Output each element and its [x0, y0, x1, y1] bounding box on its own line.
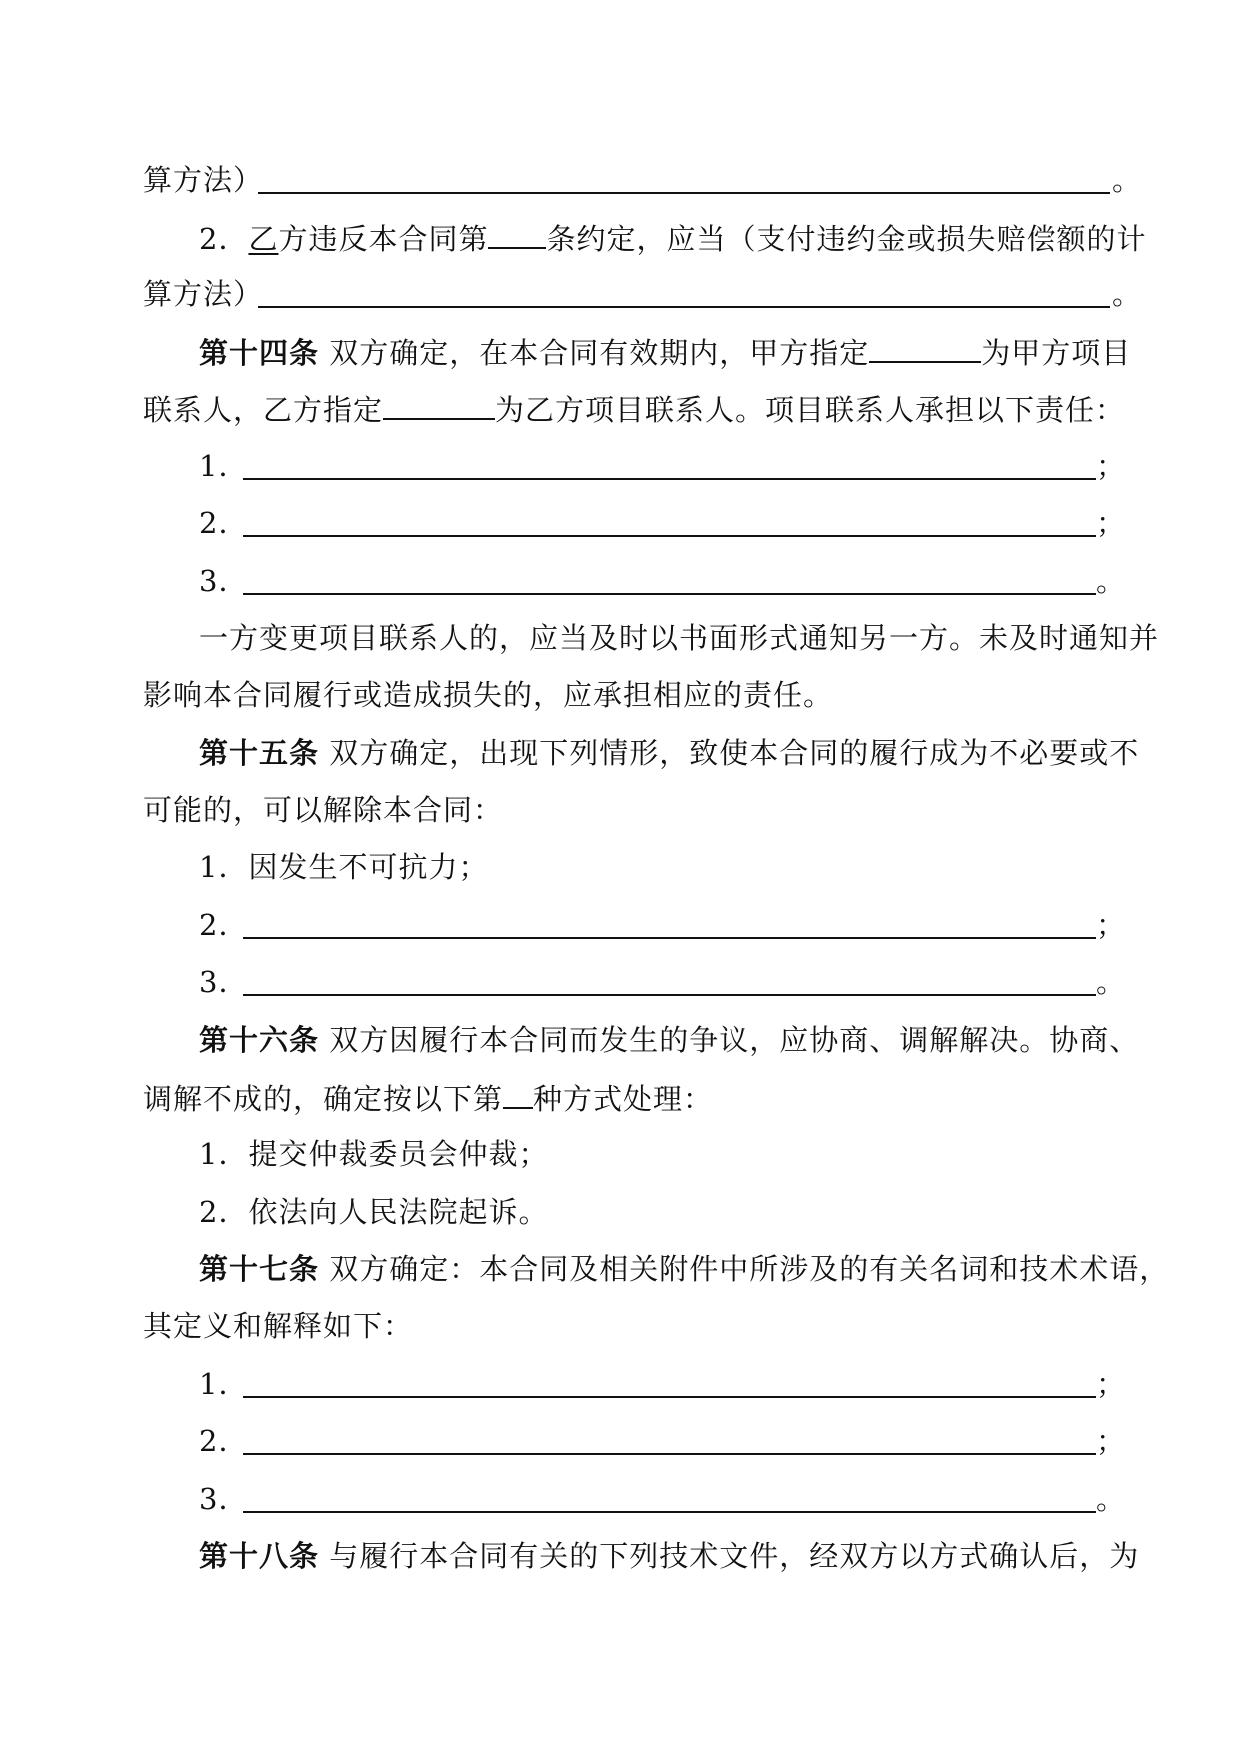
text: 种方式处理：	[533, 1082, 714, 1116]
party-b-contact-blank[interactable]	[383, 388, 495, 420]
article-15-line-1	[199, 733, 1139, 773]
article-title: 第十四条	[199, 336, 320, 370]
item-number: 2．	[199, 506, 249, 540]
item-number: 3．	[199, 1482, 249, 1516]
term-definition-1-field[interactable]	[243, 1396, 1096, 1398]
period: 。	[1096, 1482, 1126, 1516]
item-number: 1．	[199, 1367, 249, 1401]
semicolon: ；	[1096, 506, 1126, 540]
semicolon: ；	[1096, 449, 1126, 483]
text: 方违反本合同第	[278, 222, 489, 256]
list-item: 1．提交仲裁委员会仲裁；	[199, 1137, 549, 1171]
item-number: 2．	[199, 908, 249, 942]
text: 与履行本合同有关的下列技术文件，经双方以方式确认后，为	[329, 1539, 1140, 1573]
article-16-line-1	[199, 1020, 1139, 1060]
term-definition-3-field[interactable]	[243, 1511, 1096, 1513]
clause-2-line	[199, 217, 1147, 257]
text: 为乙方项目联系人。项目联系人承担以下责任：	[495, 393, 1126, 427]
responsibility-1-field[interactable]	[243, 478, 1096, 480]
para-line-calc-method-2	[143, 274, 263, 314]
article-title: 第十八条	[199, 1539, 320, 1573]
blank-field[interactable]	[258, 306, 1110, 308]
paragraph-line: 其定义和解释如下：	[143, 1309, 414, 1343]
list-item: 1．因发生不可抗力；	[199, 850, 489, 884]
period: 。	[1096, 965, 1126, 999]
termination-cause-2-field[interactable]	[243, 937, 1096, 939]
responsibility-3-field[interactable]	[243, 593, 1096, 595]
article-16-line-2	[143, 1077, 713, 1117]
text: 联系人，乙方指定	[143, 393, 384, 427]
party-b-underlined: 乙	[248, 222, 279, 256]
list-item: 2．依法向人民法院起诉。	[199, 1195, 549, 1229]
article-title: 第十七条	[199, 1252, 320, 1286]
text: 条约定，应当（支付违约金或损失赔偿额的计	[546, 222, 1147, 256]
termination-cause-3-field[interactable]	[243, 994, 1096, 996]
article-18-line-1	[199, 1536, 1139, 1576]
text: 双方确定，出现下列情形，致使本合同的履行成为不必要或不	[329, 736, 1140, 770]
period: 。	[1112, 277, 1142, 311]
article-14-line-1	[199, 331, 1131, 371]
paragraph-line: 可能的，可以解除本合同：	[143, 793, 504, 827]
paragraph-line: 一方变更项目联系人的，应当及时以书面形式通知另一方。未及时通知并	[199, 621, 1160, 655]
para-line-calc-method-1	[143, 160, 263, 200]
text: 算方法）	[143, 277, 264, 311]
method-choice-blank[interactable]	[503, 1077, 533, 1109]
item-number: 1．	[199, 449, 249, 483]
responsibility-2-field[interactable]	[243, 535, 1096, 537]
text: 算方法）	[143, 163, 264, 197]
item-number: 3．	[199, 564, 249, 598]
semicolon: ；	[1096, 1424, 1126, 1458]
text: 双方确定：本合同及相关附件中所涉及的有关名词和技术术语，	[329, 1252, 1170, 1286]
article-title: 第十五条	[199, 736, 320, 770]
semicolon: ；	[1096, 908, 1126, 942]
article-14-line-2	[143, 388, 1125, 428]
item-number: 3．	[199, 965, 249, 999]
party-a-contact-blank[interactable]	[869, 331, 981, 363]
text: 双方确定，在本合同有效期内，甲方指定	[329, 336, 870, 370]
item-number: 2．	[199, 1424, 249, 1458]
text: 双方因履行本合同而发生的争议，应协商、调解解决。协商、	[329, 1023, 1140, 1057]
article-number-blank[interactable]	[488, 217, 546, 249]
paragraph-line: 影响本合同履行或造成损失的，应承担相应的责任。	[143, 678, 834, 712]
period: 。	[1096, 564, 1126, 598]
period: 。	[1112, 163, 1142, 197]
text: 为甲方项目	[981, 336, 1132, 370]
text: 调解不成的，确定按以下第	[143, 1082, 504, 1116]
article-title: 第十六条	[199, 1023, 320, 1057]
semicolon: ；	[1096, 1367, 1126, 1401]
term-definition-2-field[interactable]	[243, 1453, 1096, 1455]
blank-field[interactable]	[258, 192, 1110, 194]
item-number: 2．	[199, 222, 249, 256]
article-17-line-1	[199, 1249, 1169, 1289]
